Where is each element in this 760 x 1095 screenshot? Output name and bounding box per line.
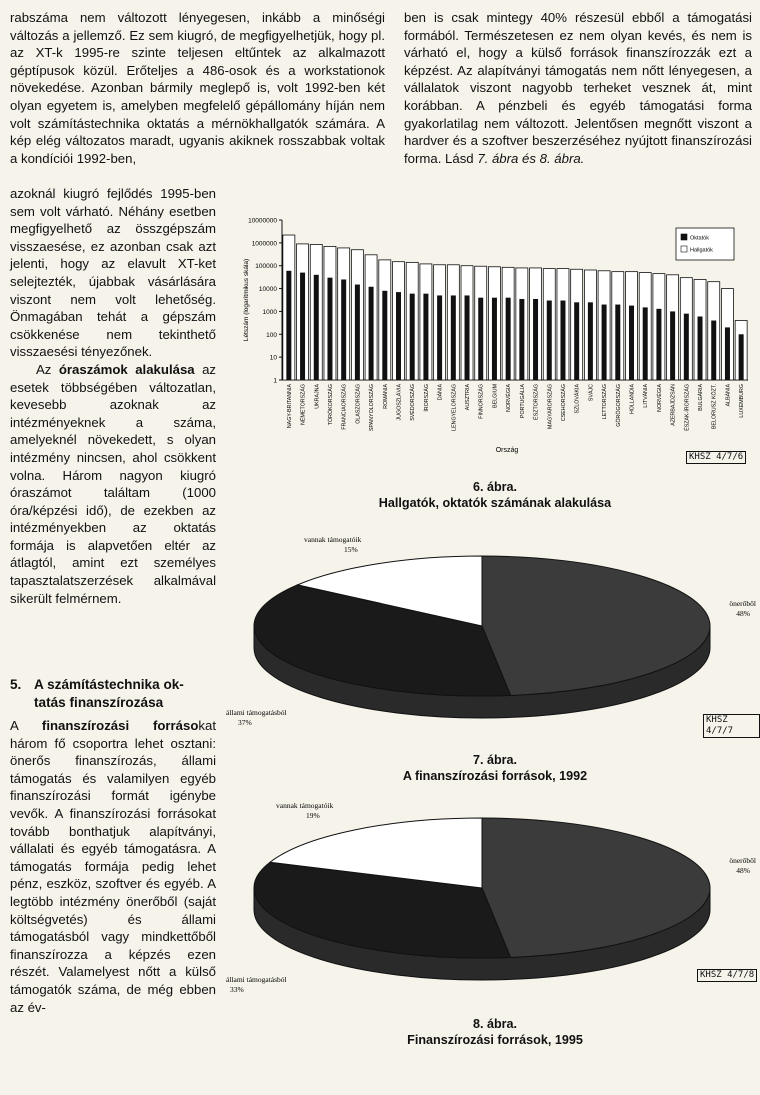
heading-line: tatás finanszírozása <box>34 694 164 710</box>
slice-percent: 15% <box>344 545 358 554</box>
bar-oktatok <box>560 301 565 380</box>
bar-oktatok <box>423 294 428 380</box>
bar-oktatok <box>465 295 470 380</box>
paragraph <box>404 9 752 167</box>
slice-label: állami támogatásból <box>226 708 287 717</box>
x-tick-label: LITVÁNIA <box>643 384 650 408</box>
heading-line: A számítástechnika ok- <box>34 677 184 692</box>
figure-title: A finanszírozási források, 1992 <box>402 769 588 783</box>
figure-title: Hallgatók, oktatók számának alakulása <box>378 496 612 510</box>
bar-oktatok <box>478 298 483 380</box>
figure-6-chart <box>224 210 754 472</box>
x-tick-label: SZLOVÁKIA <box>574 384 581 414</box>
legend <box>676 228 734 260</box>
paragraph: azoknál kiugró fejlődés 1995-ben sem volt várható. Néhány esetben megfigyelhető az összgépszám visszaesése, ez azonban csak azt jelenti, hogy az elavult XT-ket selejtezték, újabbak vásárlására viszont nem volt lehetőség. Önmagában tehát a gépszám csökkenése nem tekinthető visszaesési tényezőnek. <box>10 186 216 360</box>
heading-number: 5. <box>10 677 22 692</box>
x-tick-label: BULGÁRIA <box>698 384 705 411</box>
figure-reference: 7. ábra és 8. ábra. <box>477 150 585 166</box>
x-tick-label: NORVÉGIA <box>506 384 513 412</box>
slice-label: vannak támogatóik <box>276 801 334 810</box>
text-run: ben is csak mintegy 40% részesül ebből a támogatási formából. Természetesen ez nem olyan kevés, és nem is várható el, hogy a külső források finanszírozzák ezt a képzést. Az alapítványi támogatás nem nőtt lényegesen, a vállalatok viszont nagyobb terheket vesznek át, mint korábban. A pénzbeli és egyéb támogatási forma gyakorlatilag nem változott. Jelentősen megnőtt viszont a hardver és a szoftver beszerzéséhez nyújtott finanszírozási forma. Lásd <box>404 10 752 166</box>
bar-oktatok <box>300 273 305 380</box>
bar-oktatok <box>314 275 319 380</box>
x-axis-label: Ország <box>495 447 519 454</box>
x-tick-label: CSEHORSZÁG <box>560 384 567 422</box>
x-tick-label: TÖRÖKORSZÁG <box>327 384 334 426</box>
figure-8-caption <box>330 1016 660 1048</box>
bar-oktatok <box>286 271 291 380</box>
text-run: kat három fő csoportra lehet osztani: önerős finanszírozás, állami támogatás és valamilyen egyéb finanszírozási formát igénybe vevők. A finanszírozási forrásokat tovább bonthatjuk alapítványi, vállalati és egyéb támogatásra. A támogatás formája pedig lehet pénz, eszköz, szoftver és egyéb. A legtöbb intézmény önerőből (saját költségvetés) és állami támogatásból vagy mindkettőből finanszírozza a képzés ezen részét. Valamelyest nőtt a külső támogatók száma, de még ebben az év- <box>10 718 217 1015</box>
x-tick-label: LUXEMBURG <box>739 384 746 418</box>
x-tick-label: FRANCIAORSZÁG <box>341 384 348 430</box>
bold-term: finanszírozási forráso <box>41 718 199 733</box>
x-tick-label: MAGYARORSZÁG <box>547 384 554 429</box>
slice-percent: 37% <box>238 718 252 727</box>
bar-oktatok <box>547 301 552 380</box>
bar-oktatok <box>670 311 675 380</box>
col2-top-text <box>404 9 752 167</box>
bar-oktatok <box>396 292 401 380</box>
slice-label: állami támogatásból <box>226 975 287 984</box>
bar-oktatok <box>739 334 744 380</box>
bar-oktatok <box>698 316 703 380</box>
figure-6-caption <box>330 479 660 511</box>
bar-oktatok <box>602 305 607 380</box>
slice-percent: 48% <box>736 866 750 875</box>
bar-oktatok <box>588 302 593 380</box>
y-tick-label: 10000 <box>258 286 277 294</box>
x-tick-label: NORVÉGIA <box>656 384 663 412</box>
x-tick-label: BELORUSZ KÖZT. <box>711 384 718 430</box>
text-run: Az <box>36 361 59 377</box>
bar-oktatok <box>410 294 415 380</box>
bar-oktatok <box>492 298 497 380</box>
x-tick-label: ÉSZTORSZÁG <box>533 384 540 420</box>
slice-label: önerőből <box>729 856 756 865</box>
x-tick-label: DÁNIA <box>437 384 444 401</box>
col1-top-text <box>10 9 385 167</box>
text-run: A <box>10 718 42 733</box>
x-tick-label: ALBÁNIA <box>725 384 732 407</box>
legend-swatch <box>681 246 687 252</box>
x-tick-label: UKRAJNA <box>314 384 321 409</box>
slice-percent: 33% <box>230 985 244 994</box>
bar-oktatok <box>629 306 634 380</box>
x-tick-label: PORTUGÁLIA <box>519 384 526 419</box>
slice-percent: 19% <box>306 811 320 820</box>
y-tick-label: 1000000 <box>251 240 277 248</box>
bar-oktatok <box>643 307 648 380</box>
figure-8-chart <box>224 797 760 1002</box>
bar-oktatok <box>725 327 730 380</box>
x-tick-label: NAGY-BRITANNIA <box>286 384 293 429</box>
y-tick-label: 1000 <box>262 308 277 316</box>
y-tick-label: 100000 <box>255 263 277 271</box>
x-tick-label: AZERBAJDZSÁN <box>670 384 677 426</box>
y-tick-label: 10000000 <box>248 217 277 225</box>
x-tick-label: NÉMETORSZÁG <box>300 384 307 425</box>
bar-oktatok <box>451 295 456 380</box>
bar-oktatok <box>533 299 538 380</box>
bar-oktatok <box>506 298 511 380</box>
pie-chart <box>224 530 760 730</box>
x-tick-label: HOLLANDIA <box>629 384 636 415</box>
x-tick-label: SVÁJC <box>588 384 595 402</box>
col1-narrow-text <box>10 185 216 607</box>
legend-swatch <box>681 234 687 240</box>
figure-8-stamp: KHSZ 4/7/8 <box>697 969 757 982</box>
figure-7-chart <box>224 530 760 730</box>
x-tick-label: JUGOSZLÁVIA <box>396 384 403 421</box>
pie-chart <box>224 797 760 1002</box>
bold-term: óraszámok alakulása <box>58 361 195 377</box>
figure-number: 7. ábra. <box>472 753 518 767</box>
col1-bottom-text <box>10 717 216 1016</box>
bar-oktatok <box>355 285 360 380</box>
figure-title: Finanszírozási források, 1995 <box>407 1033 583 1047</box>
figure-6-stamp: KHSZ 4/7/6 <box>686 451 746 464</box>
x-tick-label: BELGIUM <box>492 384 499 408</box>
figure-number: 8. ábra. <box>472 1017 518 1031</box>
y-tick-label: 10 <box>269 354 277 362</box>
section-heading <box>10 676 215 711</box>
x-tick-label: SPANYOLORSZÁG <box>369 384 376 431</box>
legend-label: Oktatók <box>690 235 709 242</box>
y-tick-label: 1 <box>273 377 277 385</box>
bar-oktatok <box>519 299 524 380</box>
bar-oktatok <box>711 321 716 380</box>
y-axis-label: Létszám (logaritmikus skála) <box>243 258 250 342</box>
bar-oktatok <box>341 279 346 380</box>
x-tick-label: GÖRÖGORSZÁG <box>615 384 622 427</box>
x-tick-label: FINNORSZÁG <box>478 384 485 419</box>
x-tick-label: ÉSZAK-ÍRORSZÁG <box>684 384 691 431</box>
figure-number: 6. ábra. <box>472 480 518 494</box>
paragraph <box>10 361 216 607</box>
bar-oktatok <box>684 314 689 380</box>
paragraph: rabszáma nem változott lényegesen, inkább a minőségi változás a jellemző. Ez sem kiugró, de megfigyelhetjük, hogy pl. az XT-k 1995-re szinte teljesen eltűntek az alkalmazott géptípusok közül. Erőteljes a 486-osok és a workstationok növekedése. Azonban bármily meglepő is, volt 1992-ben két olyan egyetem is, amelyben megfelelő gépállomány híján nem volt számítástechnika oktatás a mérnökhallgatók számára. A kép elég változatos maradt, ugyanis akiknek rosszabbak voltak a kondíciói 1992-ben, <box>10 10 385 166</box>
x-tick-label: SVÉDORSZÁG <box>410 384 417 421</box>
bar-chart <box>224 210 754 472</box>
bar-oktatok <box>437 295 442 380</box>
figure-7-stamp: KHSZ 4/7/7 <box>703 714 760 738</box>
y-tick-label: 100 <box>266 331 277 339</box>
figure-7-caption <box>330 752 660 784</box>
bar-oktatok <box>656 309 661 380</box>
legend-label: Hallgatók <box>690 247 713 254</box>
x-tick-label: ROMÁNIA <box>382 384 389 409</box>
bar-oktatok <box>382 291 387 380</box>
bar-oktatok <box>369 287 374 380</box>
x-tick-label: ÍRORSZÁG <box>423 384 430 412</box>
paragraph <box>10 717 216 1016</box>
slice-label: önerőből <box>729 599 756 608</box>
text-run: az esetek többségében változatlan, kevesebb azoknak az intézményeknek a száma, amelyeknél növekedett, s olyan intézmény nincsen, ahol csökkent volna. Három nagyon kiugró óraszámot találtam (1000 óra/képzési idő), de ezekben az intézményekben az oktatás formája is alapvetően eltér az átlagtól, amint ezt személyes tapasztalatszerzések alkalmával sikerült felmérnem. <box>10 361 216 606</box>
x-tick-label: LETTORSZÁG <box>602 384 609 420</box>
x-tick-label: OLASZORSZÁG <box>355 384 362 424</box>
bar-oktatok <box>574 302 579 380</box>
x-tick-label: LENGYELORSZÁG <box>451 384 458 431</box>
x-tick-label: AUSZTRIA <box>465 384 472 411</box>
slice-percent: 48% <box>736 609 750 618</box>
slice-label: vannak támogatóik <box>304 535 362 544</box>
legend-box <box>676 228 734 260</box>
bar-oktatok <box>615 305 620 380</box>
bar-oktatok <box>327 278 332 380</box>
